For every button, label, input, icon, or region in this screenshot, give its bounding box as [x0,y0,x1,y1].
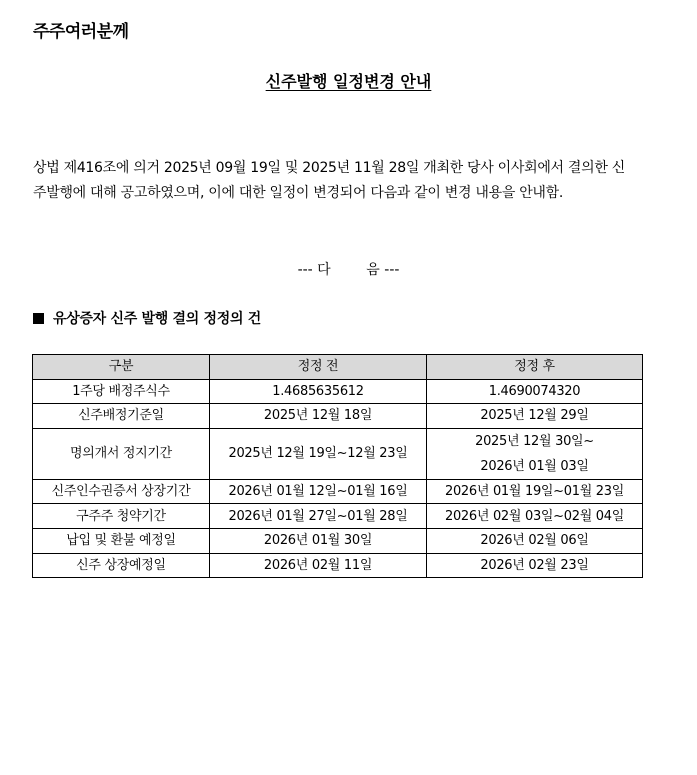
row-after: 1.4690074320 [427,379,643,404]
row-label: 1주당 배정주식수 [33,379,210,404]
notice-heading: --- 다 음 --- [297,262,400,278]
row-label: 명의개서 정지기간 [33,428,210,479]
table-row [33,479,643,504]
row-after-line1: 2025년 12월 30일~ [475,433,594,449]
row-label: 신주배정기준일 [33,404,210,429]
document-title [0,69,697,92]
row-after [427,428,643,479]
header-before: 정정 전 [210,355,427,380]
table-row [33,404,643,429]
row-before: 2026년 01월 30일 [210,528,427,553]
body-paragraph: 상법 제416조에 의거 2025년 09월 19일 및 2025년 11월 28일 개최한 당사 이사회에서 결의한 신주발행에 대해 공고하였으며, 이에 대한 일정이 변경되어 다음과 같이 변경 내용을 안내함. [33,160,625,201]
table-row [33,528,643,553]
table-row [33,428,643,479]
square-bullet-icon [33,313,44,324]
row-before: 2025년 12월 19일~12월 23일 [210,428,427,479]
row-after: 2026년 02월 06일 [427,528,643,553]
row-before: 2026년 01월 27일~01월 28일 [210,504,427,529]
row-label: 구주주 청약기간 [33,504,210,529]
row-after: 2026년 01월 19일~01월 23일 [427,479,643,504]
row-after: 2026년 02월 03일~02월 04일 [427,504,643,529]
schedule-change-table [32,354,643,578]
section-title: 유상증자 신주 발행 결의 정정의 건 [53,311,262,327]
row-label: 신주 상장예정일 [33,553,210,578]
table-row [33,504,643,529]
table-row [33,553,643,578]
header-category: 구분 [33,355,210,380]
table-row [33,379,643,404]
row-after: 2026년 02월 23일 [427,553,643,578]
row-label: 납입 및 환불 예정일 [33,528,210,553]
section-heading [33,308,261,328]
header-after: 정정 후 [427,355,643,380]
document-title-text: 신주발행 일정변경 안내 [265,72,432,91]
table-header-row [33,355,643,380]
row-before: 2025년 12월 18일 [210,404,427,429]
row-after-line2: 2026년 01월 03일 [480,458,589,474]
row-label: 신주인수권증서 상장기간 [33,479,210,504]
row-before: 1.4685635612 [210,379,427,404]
row-after: 2025년 12월 29일 [427,404,643,429]
greeting: 주주여러분께 [33,22,129,42]
row-before: 2026년 02월 11일 [210,553,427,578]
row-before: 2026년 01월 12일~01월 16일 [210,479,427,504]
